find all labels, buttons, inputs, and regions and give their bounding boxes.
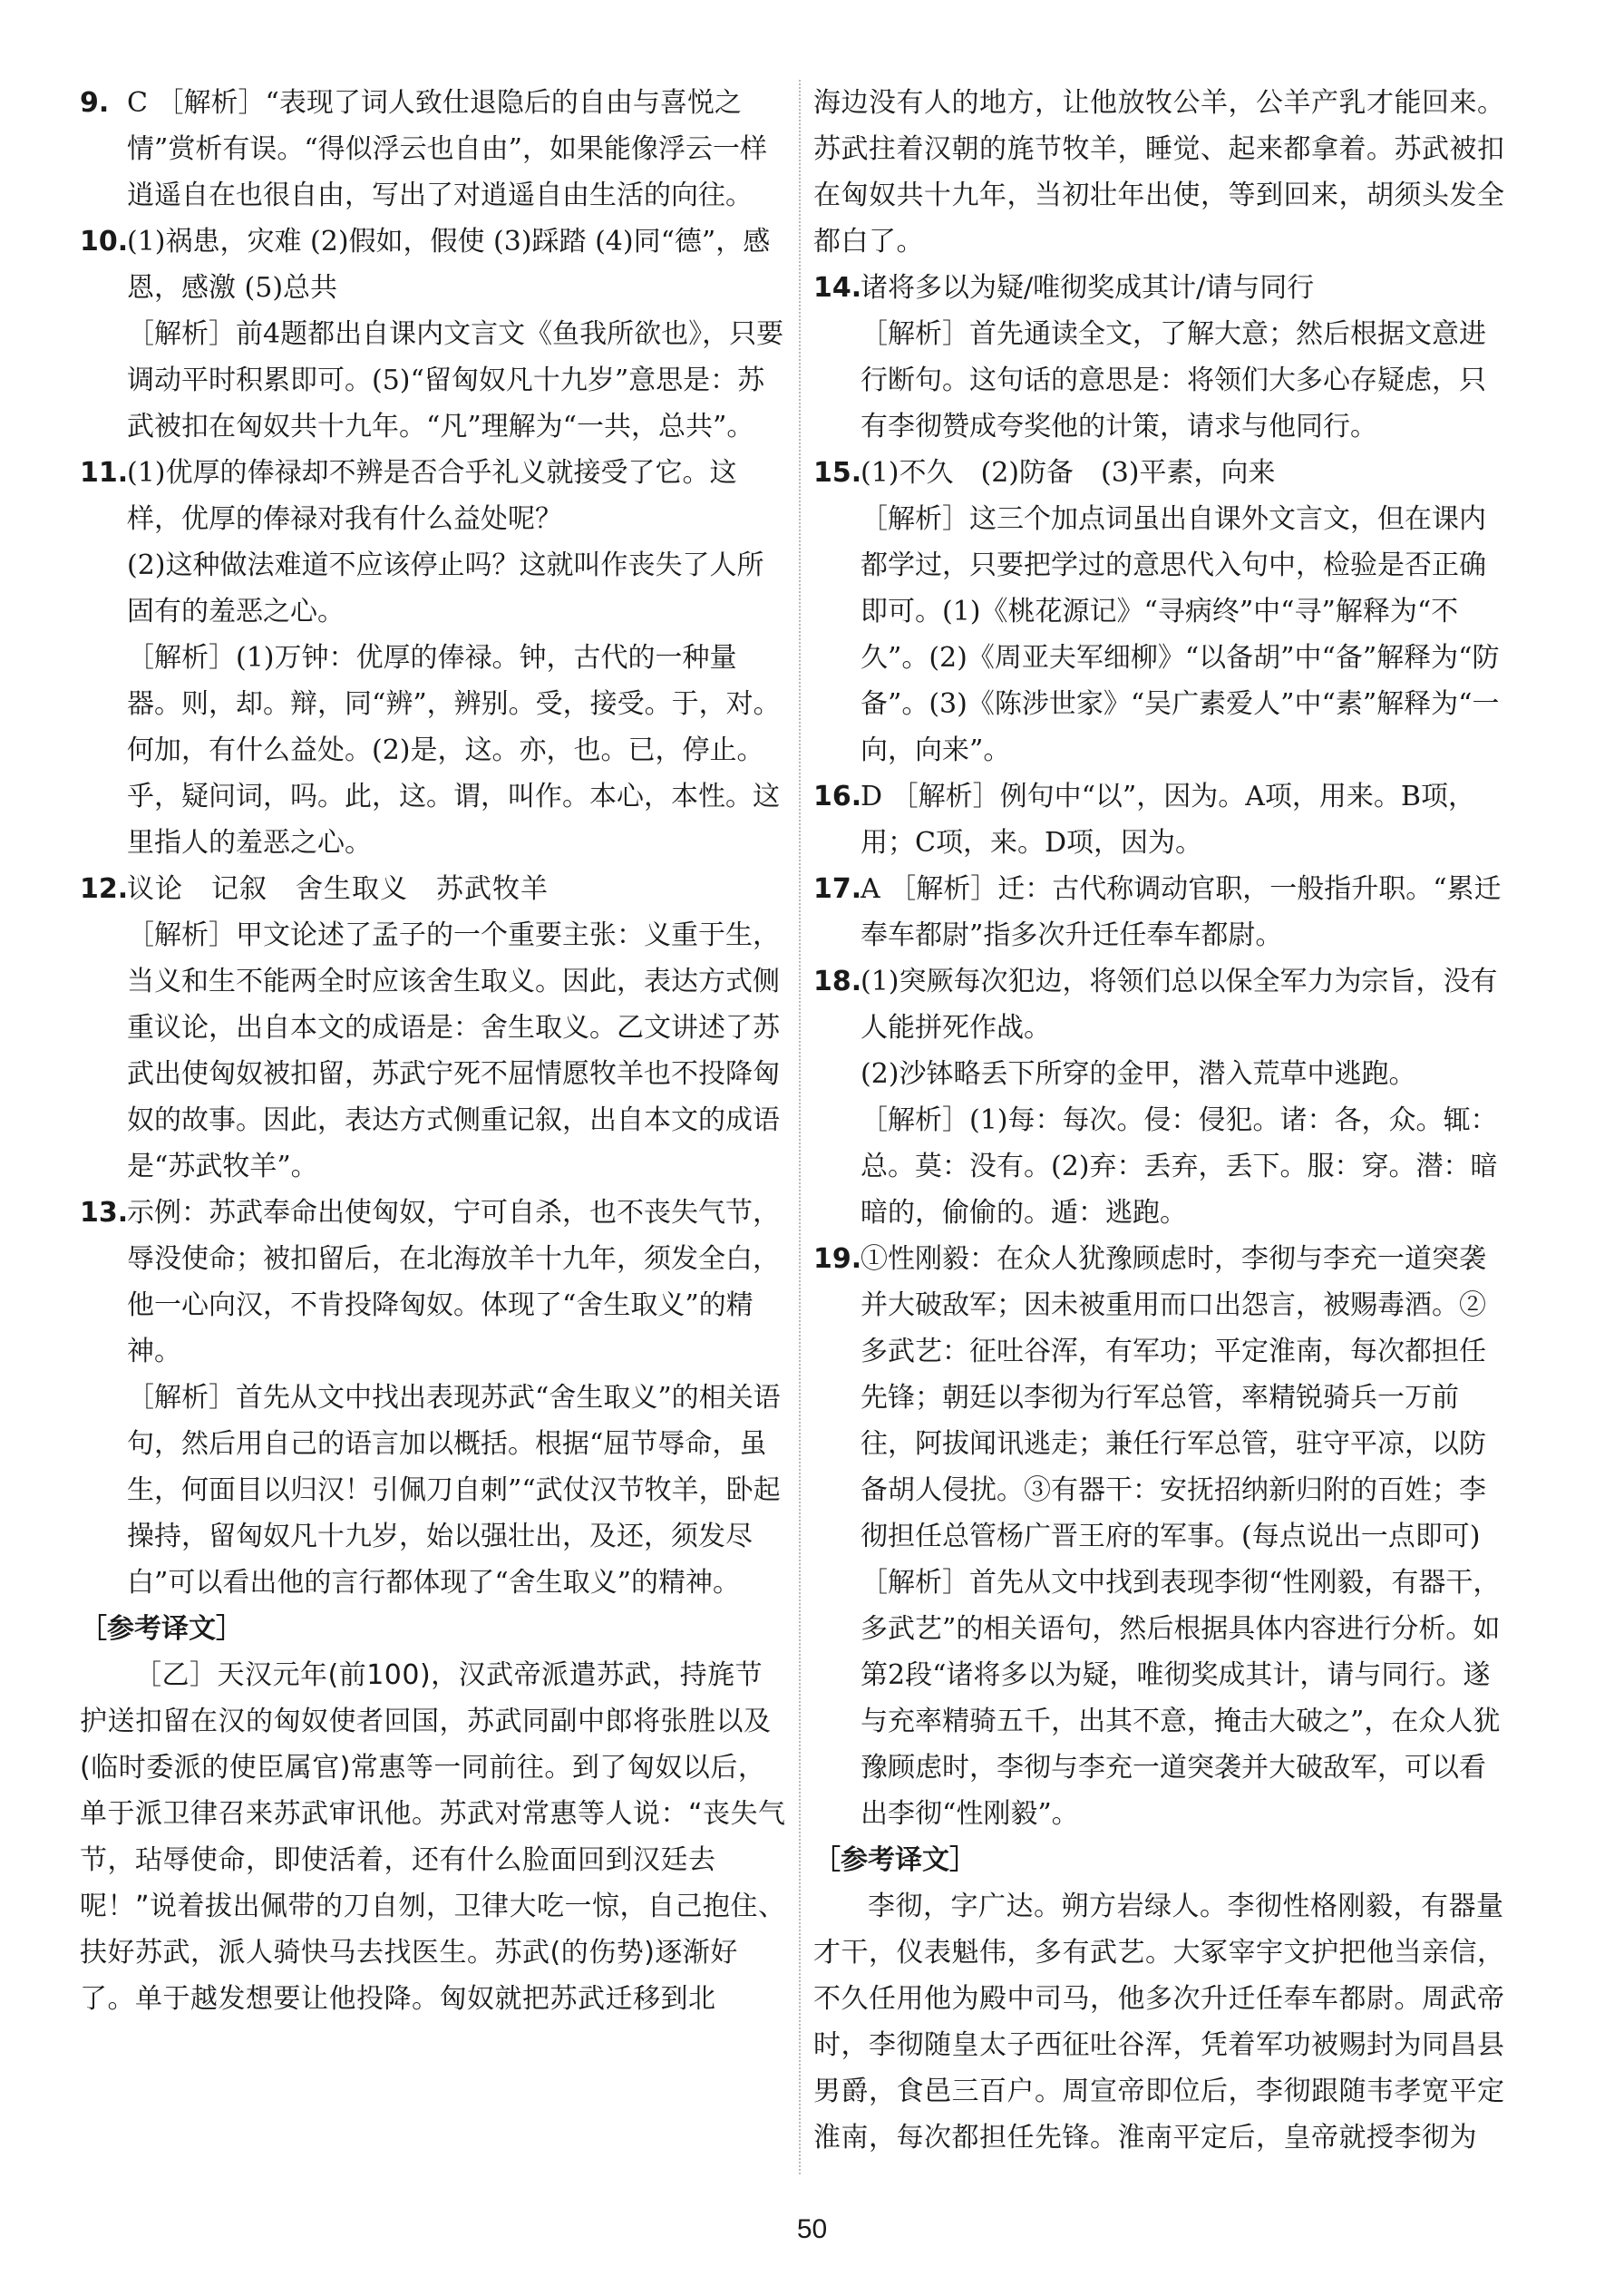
question-9 <box>80 80 787 219</box>
answer-text: (1)祸患，灾难 (2)假如，假使 (3)踩踏 (4)同“德”，感恩，感激 (5)总共 <box>127 226 771 304</box>
answer-text: 示例：苏武奉命出使匈奴，宁可自杀，也不丧失气节，辱没使命；被扣留后，在北海放羊十九年，须发全白，他一心向汉，不肯投降匈奴。体现了“舍生取义”的精神。 <box>127 1197 780 1367</box>
answer-text: C ［解析］“表现了词人致仕退隐后的自由与喜悦之情”赏析有误。“得似浮云也自由”，如果能像浮云一样逍遥自在也很自由，写出了对逍遥自由生活的向往。 <box>127 87 768 211</box>
answer-text: 议论 记叙 舍生取义 苏武牧羊 <box>127 873 549 905</box>
question-14 <box>813 265 1510 450</box>
analysis-text: ［解析］这三个加点词虽出自课外文言文，但在课内都学过，只要把学过的意思代入句中，检验是否正确即可。(1)《桃花源记》“寻病终”中“寻”解释为“不久”。(2)《周亚夫军细柳》“以备胡”中“备”解释为“防备”。(3)《陈涉世家》“吴广素爱人”中“素”解释为“一向，向来”。 <box>861 503 1500 766</box>
answer-text: ①性刚毅：在众人犹豫顾虑时，李彻与李充一道突袭并大破敌军；因未被重用而口出怨言，被赐毒酒。②多武艺：征吐谷浑，有军功；平定淮南，每次都担任先锋；朝廷以李彻为行军总管，率精锐骑兵一万前往，阿拔闻讯逃走；兼任行军总管，驻守平凉，以防备胡人侵扰。③有器干：安抚招纳新归附的百姓；李彻担任总管杨广晋王府的军事。(每点说出一点即可) <box>861 1243 1486 1552</box>
column-divider <box>799 80 801 2174</box>
question-15 <box>813 450 1510 773</box>
question-10 <box>80 219 787 450</box>
analysis-text: ［解析］前4题都出自课内文言文《鱼我所欲也》，只要调动平时积累即可。(5)“留匈奴凡十九岁”意思是：苏武被扣在匈奴共十九年。“凡”理解为“一共，总共”。 <box>127 318 784 442</box>
question-17 <box>813 866 1510 958</box>
question-18 <box>813 958 1510 1236</box>
question-number: 13. <box>80 1197 129 1229</box>
analysis-text: ［解析］甲文论述了孟子的一个重要主张：义重于生，当义和生不能两全时应该舍生取义。因此，表达方式侧重议论，出自本文的成语是：舍生取义。乙文讲述了苏武出使匈奴被扣留，苏武宁死不屈情愿牧羊也不投降匈奴的故事。因此，表达方式侧重记叙，出自本文的成语是“苏武牧羊”。 <box>127 919 780 1182</box>
analysis-text: ［解析］首先从文中找到表现李彻“性刚毅，有器干，多武艺”的相关语句，然后根据具体内容进行分析。如第2段“诸将多以为疑，唯彻奖成其计，请与同行。遂与充率精骑五千，出其不意，掩击大破之”，在众人犹豫顾虑时，李彻与李充一道突袭并大破敌军，可以看出李彻“性刚毅”。 <box>861 1567 1501 1830</box>
analysis-text: ［解析］首先从文中找出表现苏武“舍生取义”的相关语句，然后用自己的语言加以概括。根据“屈节辱命，虽生，何面目以归汉！引佩刀自刺”“武仗汉节牧羊，卧起操持，留匈奴凡十九岁，始以强壮出，及还，须发尽白”可以看出他的言行都体现了“舍生取义”的精神。 <box>127 1382 781 1599</box>
question-number: 15. <box>813 457 862 489</box>
right-column <box>813 80 1510 2183</box>
question-12 <box>80 866 787 1190</box>
reference-translation-continued: 海边没有人的地方，让他放牧公羊，公羊产乳才能回来。苏武拄着汉朝的旄节牧羊，睡觉、起来都拿着。苏武被扣在匈奴共十九年，当初壮年出使，等到回来，胡须头发全都白了。 <box>813 87 1505 258</box>
question-11 <box>80 450 787 866</box>
question-number: 17. <box>813 873 862 905</box>
answer-text: (1)优厚的俸禄却不辨是否合乎礼义就接受了它。这样，优厚的俸禄对我有什么益处呢？ <box>127 457 737 535</box>
left-column <box>80 80 787 2183</box>
question-number: 11. <box>80 457 129 489</box>
reference-translation-heading: ［参考译文］ <box>813 1844 977 1876</box>
answer-text: D ［解析］例句中“以”，因为。A项，用来。B项，用；C项，来。D项，因为。 <box>861 781 1475 859</box>
question-number: 18. <box>813 966 862 997</box>
question-13 <box>80 1190 787 1606</box>
answer-text: (1)不久 (2)防备 (3)平素，向来 <box>861 457 1276 489</box>
question-19 <box>813 1236 1510 1837</box>
analysis-text: ［解析］(1)每：每次。侵：侵犯。诸：各，众。辄：总。莫：没有。(2)弃：丢弃，丢下。服：穿。潜：暗暗的，偷偷的。遁：逃跑。 <box>861 1104 1498 1229</box>
question-number: 9. <box>80 87 110 119</box>
page-number: 50 <box>796 2214 828 2244</box>
answer-text: A ［解析］迁：古代称调动官职，一般指升职。“累迁奉车都尉”指多次升迁任奉车都尉。 <box>861 873 1502 951</box>
answer-text: (2)沙钵略丢下所穿的金甲，潜入荒草中逃跑。 <box>861 1058 1416 1090</box>
analysis-text: ［解析］首先通读全文，了解大意；然后根据文意进行断句。这句话的意思是：将领们大多心存疑虑，只有李彻赞成夸奖他的计策，请求与他同行。 <box>861 318 1486 442</box>
answer-text: 诸将多以为疑/唯彻奖成其计/请与同行 <box>861 272 1315 304</box>
reference-translation: ［乙］天汉元年(前100)，汉武帝派遣苏武，持旄节护送扣留在汉的匈奴使者回国，苏武同副中郎将张胜以及(临时委派的使臣属官)常惠等一同前往。到了匈奴以后，单于派卫律召来苏武审讯他。苏武对常惠等人说：“丧失气节，玷辱使命，即使活着，还有什么脸面回到汉廷去呢！”说着拔出佩带的刀自刎，卫律大吃一惊，自己抱住、扶好苏武，派人骑快马去找医生。苏武(的伤势)逐渐好了。单于越发想要让他投降。匈奴就把苏武迁移到北 <box>80 1659 786 2015</box>
reference-translation-heading: ［参考译文］ <box>80 1613 243 1645</box>
question-number: 19. <box>813 1243 862 1275</box>
reference-translation: 李彻，字广达。朔方岩绿人。李彻性格刚毅，有器量才干，仪表魁伟，多有武艺。大冢宰宇文护把他当亲信，不久任用他为殿中司马，他多次升迁任奉车都尉。周武帝时，李彻随皇太子西征吐谷浑，凭着军功被赐封为同昌县男爵，食邑三百户。周宣帝即位后，李彻跟随韦孝宽平定淮南，每次都担任先锋。淮南平定后，皇帝就授李彻为 <box>813 1891 1505 2154</box>
answer-text: (2)这种做法难道不应该停止吗？这就叫作丧失了人所固有的羞恶之心。 <box>127 549 764 627</box>
answer-text: (1)突厥每次犯边，将领们总以保全军力为宗旨，没有人能拼死作战。 <box>861 966 1498 1044</box>
question-16 <box>813 773 1510 866</box>
question-number: 14. <box>813 272 862 304</box>
question-number: 16. <box>813 781 862 812</box>
question-number: 10. <box>80 226 129 258</box>
analysis-text: ［解析］(1)万钟：优厚的俸禄。钟，古代的一种量器。则，却。辩，同“辨”，辨别。受，接受。于，对。何加，有什么益处。(2)是，这。亦，也。已，停止。乎，疑问词，吗。此，这。谓，叫作。本心，本性。这里指人的羞恶之心。 <box>127 642 781 859</box>
question-number: 12. <box>80 873 129 905</box>
